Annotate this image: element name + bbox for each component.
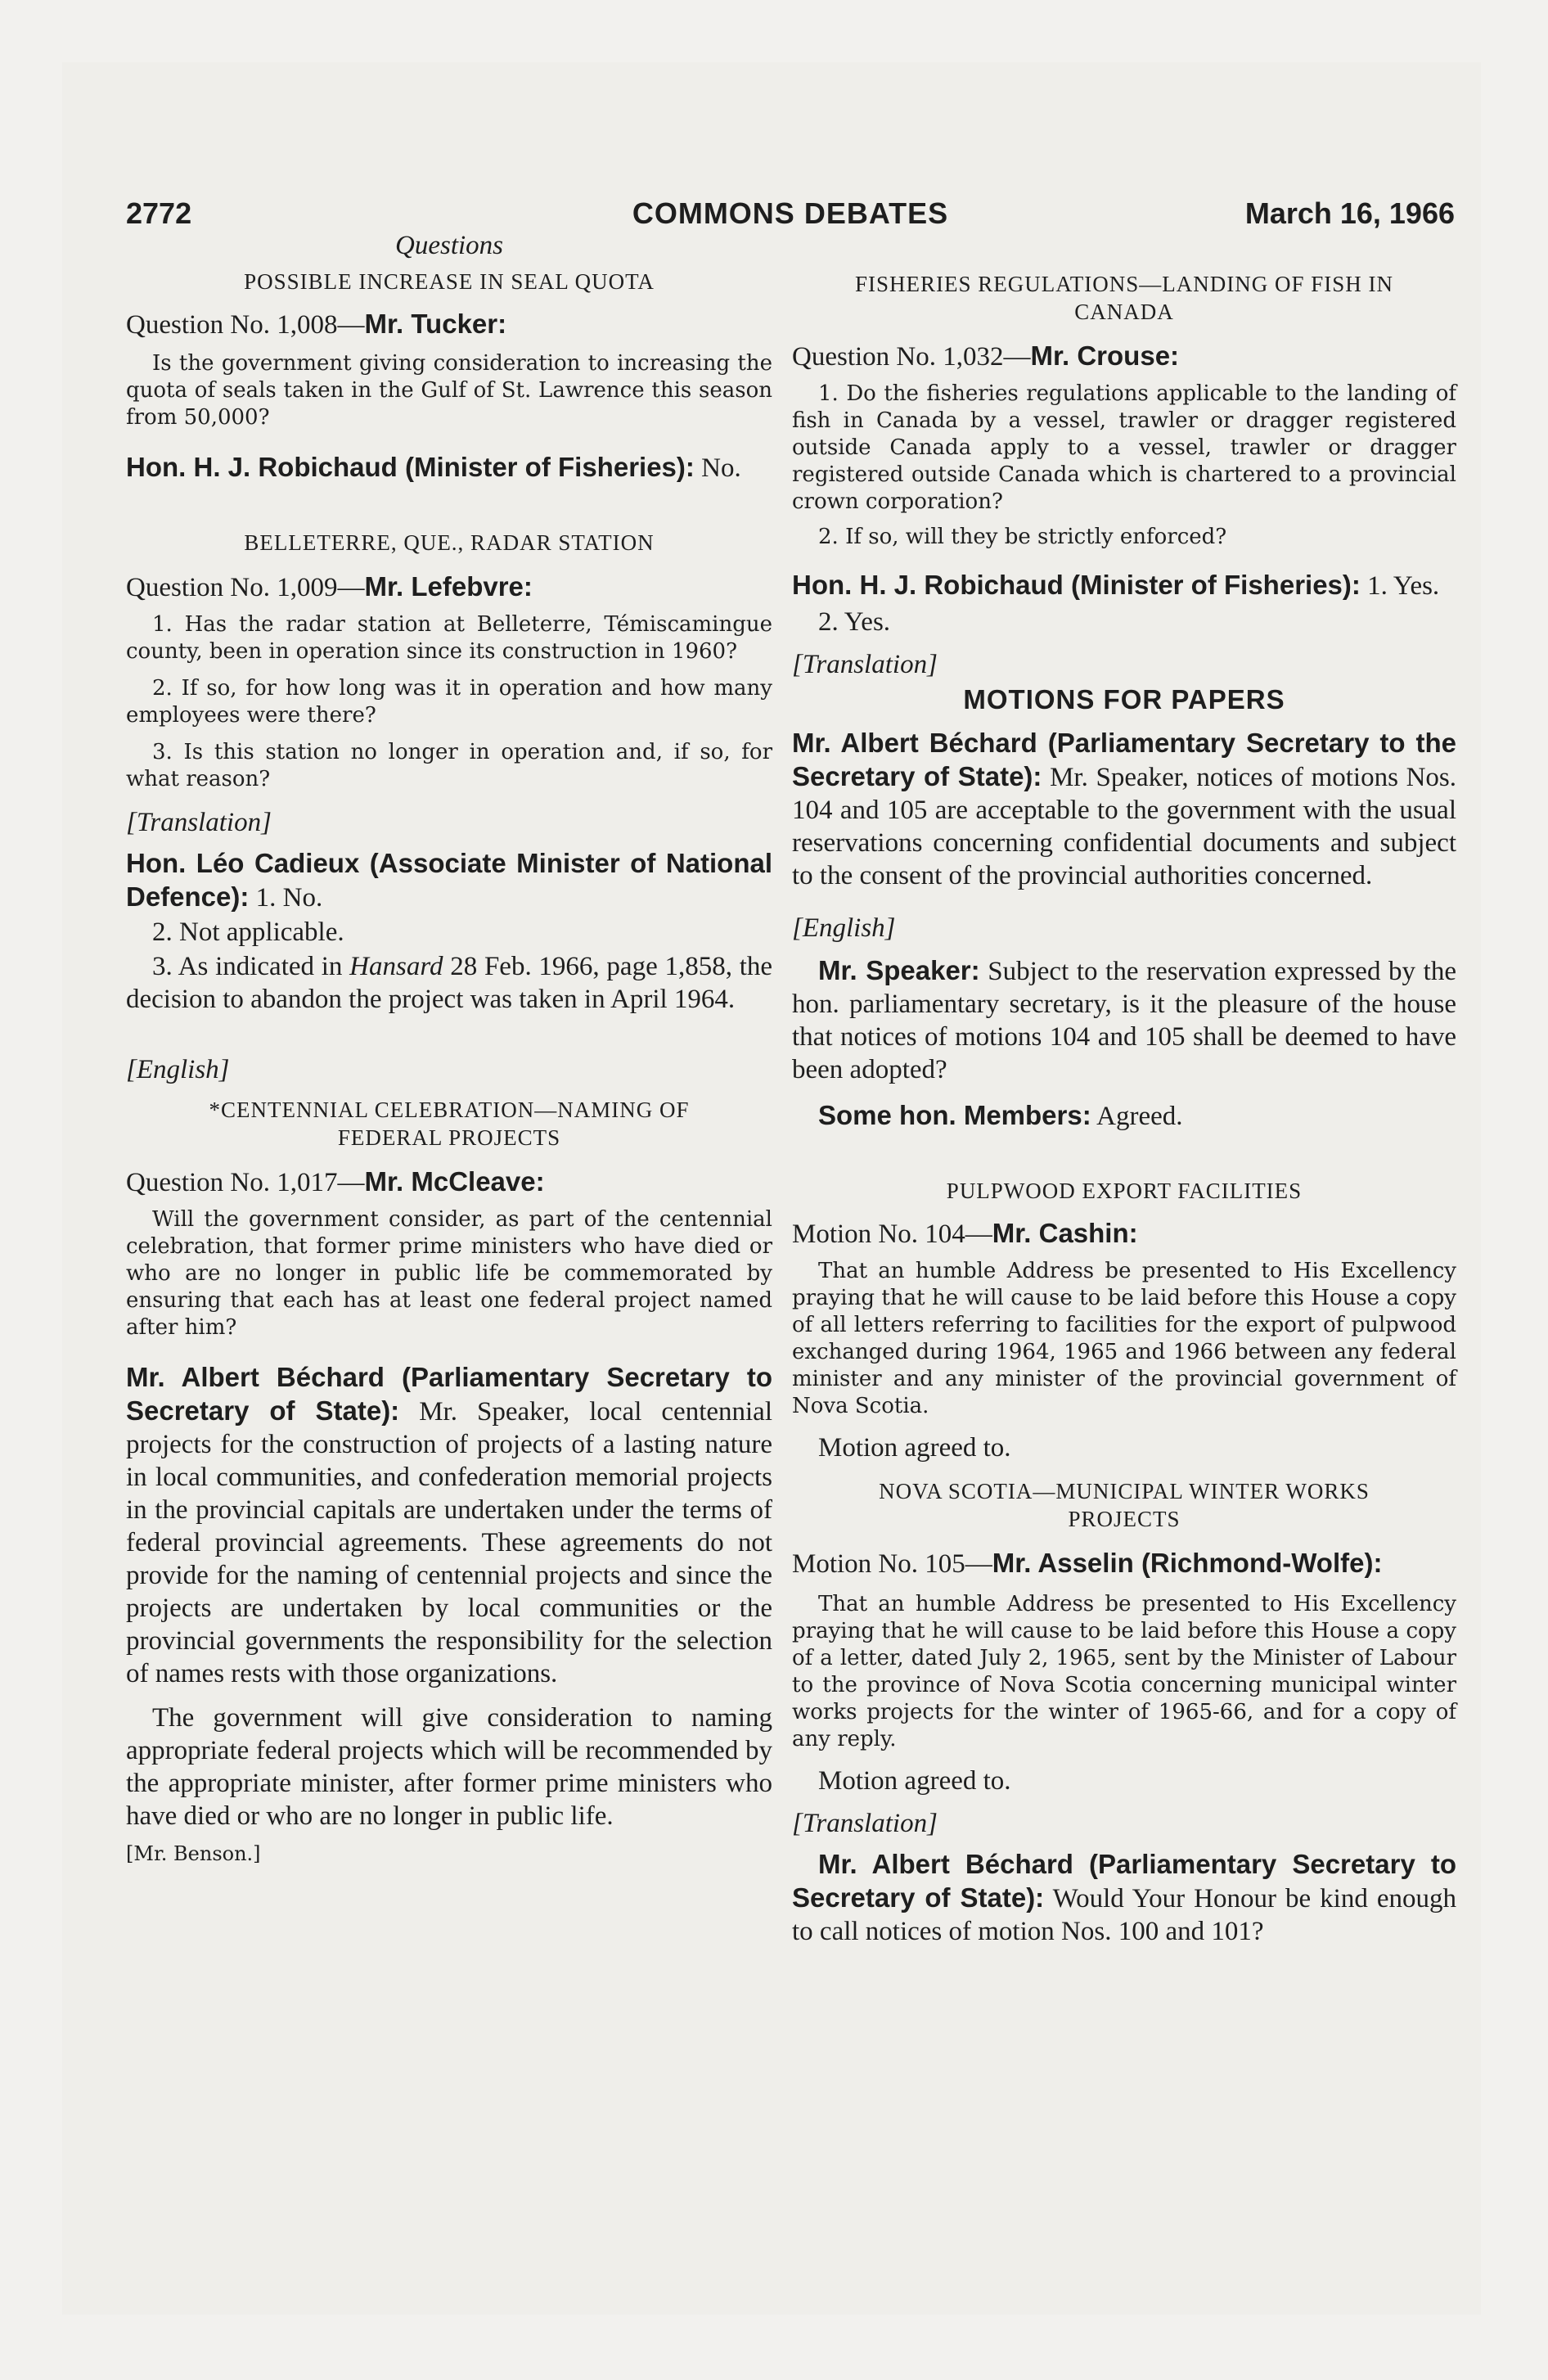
question-number-line: Question No. 1,032—Mr. Crouse: xyxy=(792,340,1180,372)
question-heading: POSSIBLE INCREASE IN SEAL QUOTA xyxy=(244,269,655,294)
question-number-line: Question No. 1,009—Mr. Lefebvre: xyxy=(126,571,533,602)
speech-paragraph: Mr. Albert Béchard (Parliamentary Secretary to the Secretary of State): Mr. Speaker, notices of motions Nos. 104 and 105 are acceptable to the government with the usual reservations concerning confidential documents and subject to the consent of the provincial authorities concerned. xyxy=(792,728,1457,890)
speaker-name: Some hon. Members: xyxy=(818,1100,1091,1130)
speaker-name: Mr. Albert Béchard (Parliamentary Secretary to Secretary of State): xyxy=(792,1849,1456,1913)
motion-number-line: Motion No. 105—Mr. Asselin (Richmond-Wolfe): xyxy=(792,1548,1383,1579)
footer-speaker-ref: [Mr. Benson.] xyxy=(126,1842,261,1865)
section-label: Questions xyxy=(395,231,503,260)
asker-name: Mr. McCleave: xyxy=(364,1166,545,1197)
answer-paragraph: Mr. Albert Béchard (Parliamentary Secretary to Secretary of State): Mr. Speaker, local centennial projects for the construction of projects of a lasting nature in local communities, and confederation memorial projects in the provincial capitals are undertaken under the terms of federal provincial agreements. These agreements do not provide for the naming of centennial projects and since the projects are undertaken by local communities or the provincial governments the responsibility for the selection of names rests with those organizations. xyxy=(126,1362,772,1688)
answer-item: 2. Not applicable. xyxy=(152,917,344,947)
motion-result: Motion agreed to. xyxy=(818,1433,1011,1463)
answerer-name: Mr. Albert Béchard (Parliamentary Secretary to Secretary of State): xyxy=(126,1362,772,1426)
question-text: Will the government consider, as part of the centennial celebration, that former prime ministers who have died or who are no longer in public life be commemorated by ensuring that each has at least one federal project named after him? xyxy=(126,1207,772,1340)
question-item: 1. Has the radar station at Belleterre, Témiscamingue county, been in operation since its construction in 1960? xyxy=(126,612,772,664)
section-heading: MOTIONS FOR PAPERS xyxy=(963,684,1285,714)
question-heading: *CENTENNIAL CELEBRATION—NAMING OF FEDERAL PROJECTS xyxy=(209,1098,690,1150)
translation-marker: [Translation] xyxy=(792,650,938,679)
speech-paragraph: Some hon. Members: Agreed. xyxy=(818,1100,1183,1131)
answer-paragraph: The government will give consideration to naming appropriate federal projects which will be recommended by the appropriate minister, after former prime ministers who have died or who are no longer in public life. xyxy=(126,1703,772,1831)
speech-paragraph: Mr. Speaker: Subject to the reservation expressed by the hon. parliamentary secretary, is it the pleasure of the house that notices of motions 104 and 105 shall be deemed to have been adopted? xyxy=(792,955,1457,1084)
question-item: 3. Is this station no longer in operation and, if so, for what reason? xyxy=(126,740,772,791)
issue-date: March 16, 1966 xyxy=(1244,196,1455,230)
language-marker: [English] xyxy=(126,1055,230,1084)
question-number-line: Question No. 1,008—Mr. Tucker: xyxy=(126,309,507,340)
hansard-reference: Hansard xyxy=(349,952,443,981)
speech-paragraph: Mr. Albert Béchard (Parliamentary Secretary to Secretary of State): Would Your Honour be kind enough to call notices of motion Nos. 100 and 101? xyxy=(792,1849,1457,1946)
mover-name: Mr. Asselin (Richmond-Wolfe): xyxy=(992,1548,1383,1578)
question-item: 2. If so, for how long was it in operation and how many employees were there? xyxy=(126,676,772,728)
speaker-name: Mr. Albert Béchard (Parliamentary Secretary to the Secretary of State): xyxy=(792,728,1456,791)
translation-marker: [Translation] xyxy=(126,808,272,837)
language-marker: [English] xyxy=(792,913,896,943)
mover-name: Mr. Cashin: xyxy=(992,1218,1138,1248)
question-number-line: Question No. 1,017—Mr. McCleave: xyxy=(126,1166,545,1197)
motion-heading: NOVA SCOTIA—MUNICIPAL WINTER WORKS PROJECTS xyxy=(879,1479,1370,1531)
publication-title: COMMONS DEBATES xyxy=(632,196,949,230)
answer-paragraph: Hon. H. J. Robichaud (Minister of Fisheries): 1. Yes. xyxy=(792,570,1440,601)
right-column xyxy=(792,270,1456,1948)
motion-result: Motion agreed to. xyxy=(818,1766,1011,1796)
answerer-name: Hon. H. J. Robichaud (Minister of Fisheries): xyxy=(126,452,695,482)
motion-text: That an humble Address be presented to His Excellency praying that he will cause to be laid before this House a copy of all letters referring to facilities for the export of pulpwood exchanged during 1964, 1965 and 1966 between any federal minister and any minister of the provincial government of Nova Scotia. xyxy=(792,1259,1456,1418)
answerer-name: Hon. H. J. Robichaud (Minister of Fisheries): xyxy=(792,570,1361,600)
motion-text: That an humble Address be presented to His Excellency praying that he will cause to be laid before this House a copy of a letter, dated July 2, 1965, sent by the Minister of Labour to the province of Nova Scotia concerning municipal winter works projects for the winter of 1965-66, and for a copy of any reply. xyxy=(792,1592,1456,1751)
translation-marker: [Translation] xyxy=(792,1809,938,1838)
question-item: 2. If so, will they be strictly enforced? xyxy=(818,525,1227,549)
speaker-name: Mr. Speaker: xyxy=(818,955,980,985)
question-text: Is the government giving consideration to increasing the quota of seals taken in the Gulf of St. Lawrence this season from 50,000? xyxy=(126,351,772,430)
question-heading: FISHERIES REGULATIONS—LANDING OF FISH IN CANADA xyxy=(854,272,1394,324)
answer-paragraph: Hon. H. J. Robichaud (Minister of Fisheries): No. xyxy=(126,452,741,483)
answer-item: 3. As indicated in Hansard 28 Feb. 1966, page 1,858, the decision to abandon the project was taken in April 1964. xyxy=(126,952,773,1014)
page-number: 2772 xyxy=(126,196,192,230)
motion-number-line: Motion No. 104—Mr. Cashin: xyxy=(792,1218,1138,1249)
asker-name: Mr. Tucker: xyxy=(364,309,507,339)
answer-item: 2. Yes. xyxy=(818,607,891,637)
question-item: 1. Do the fisheries regulations applicable to the landing of fish in Canada by a vessel, trawler or dragger registered outside Canada apply to a vessel, trawler or dragger registered outside Canada which is chartered to a provincial crown corporation? xyxy=(792,381,1456,514)
left-column xyxy=(126,231,772,1868)
question-heading: BELLETERRE, QUE., RADAR STATION xyxy=(244,530,655,555)
asker-name: Mr. Lefebvre: xyxy=(364,571,533,602)
motion-heading: PULPWOOD EXPORT FACILITIES xyxy=(946,1179,1303,1203)
asker-name: Mr. Crouse: xyxy=(1030,340,1180,371)
answerer-name: Hon. Léo Cadieux (Associate Minister of National Defence): 1. No. xyxy=(126,848,772,913)
